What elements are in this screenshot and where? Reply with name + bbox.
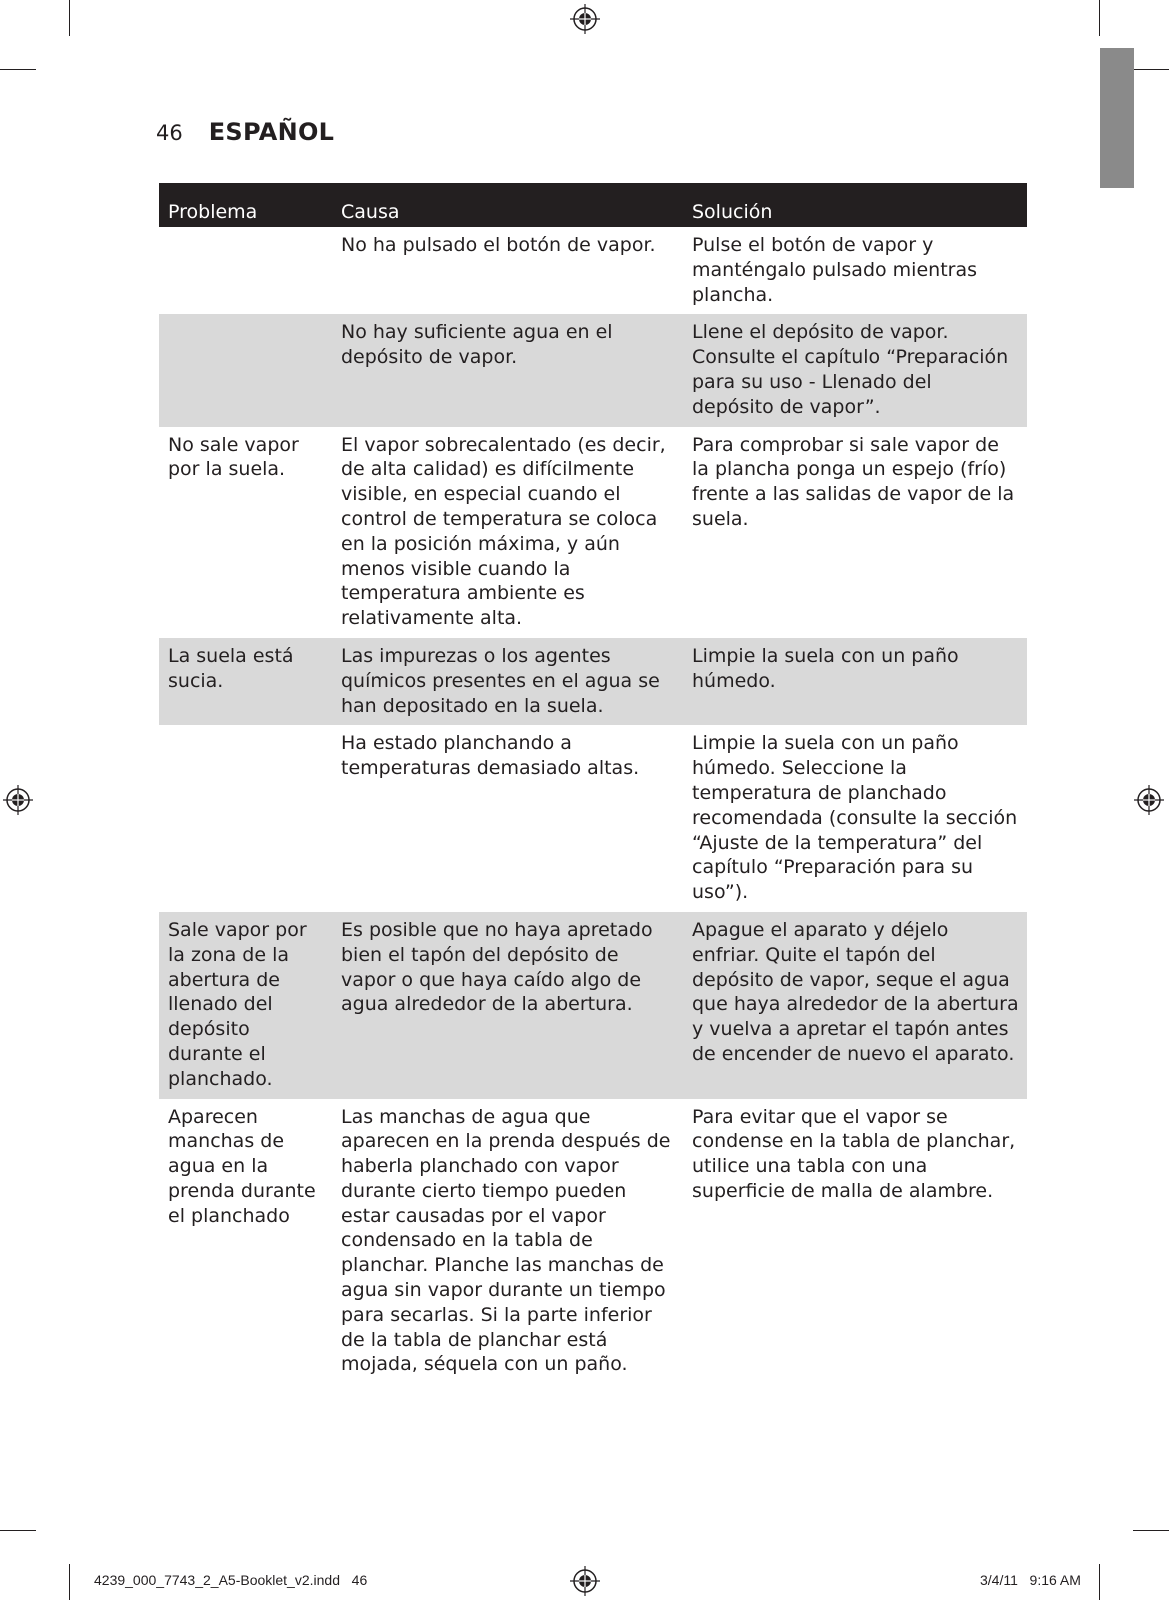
cause-cell: No hay suficiente agua en el depósito de vapor.: [341, 321, 613, 369]
page-number: 46: [156, 121, 183, 145]
troubleshooting-table: [159, 183, 1027, 1384]
crop-mark: [1133, 1530, 1169, 1531]
crop-mark: [0, 1530, 36, 1531]
registration-mark-icon: [570, 1566, 600, 1596]
cause-cell: No ha pulsado el botón de vapor.: [341, 234, 656, 256]
page-header: [156, 118, 334, 146]
problem-cell: [159, 227, 332, 314]
solution-cell: Para comprobar si sale vapor de la plancha ponga un espejo (frío) frente a las salidas de vapor de la suela.: [692, 433, 1015, 530]
table-row: [159, 725, 1027, 912]
table-row: [159, 638, 1027, 725]
problem-cell: No sale vapor por la suela.: [168, 433, 299, 481]
table-header-row: [159, 183, 1027, 227]
column-header-solution: Solución: [692, 200, 773, 223]
problem-cell: [159, 725, 332, 912]
solution-cell: Limpie la suela con un paño húmedo. Seleccione la temperatura de planchado recomendada (consulte la sección “Ajuste de la temperatura” del capítulo “Preparación para su uso”).: [692, 732, 1018, 904]
crop-mark: [69, 0, 70, 36]
table-row: [159, 912, 1027, 1099]
cause-cell: Es posible que no haya apretado bien el tapón del depósito de vapor o que haya caído algo de agua alrededor de la abertura.: [341, 918, 653, 1016]
solution-cell: Pulse el botón de vapor y manténgalo pulsado mientras plancha.: [692, 234, 977, 306]
cause-cell: Las manchas de agua que aparecen en la prenda después de haberla planchado con vapor durante cierto tiempo pueden estar causadas por el vapor condensado en la tabla de planchar. Planche las manchas de agua sin vapor durante un tiempo para secarlas. Si la parte inferior de la tabla de planchar está mojada, séquela con un paño.: [341, 1105, 671, 1376]
cause-cell: El vapor sobrecalentado (es decir, de alta calidad) es difícilmente visible, en especial cuando el control de temperatura se coloca en la posición máxima, y aún menos visible cuando la temperatura ambiente es relativamente alta.: [341, 433, 666, 630]
crop-mark: [1099, 1564, 1100, 1600]
crop-mark: [0, 69, 36, 70]
registration-mark-icon: [570, 4, 600, 34]
table-row: [159, 427, 1027, 638]
column-header-problem: Problema: [168, 200, 258, 223]
footer-date-time: 3/4/11 9:16 AM: [980, 1572, 1081, 1588]
problem-cell: Aparecen manchas de agua en la prenda durante el planchado: [168, 1105, 316, 1227]
crop-mark: [1099, 0, 1100, 36]
registration-mark-icon: [3, 785, 33, 815]
problem-cell: [159, 314, 332, 426]
solution-cell: Llene el depósito de vapor. Consulte el capítulo “Preparación para su uso - Llenado del depósito de vapor”.: [692, 321, 1009, 418]
crop-mark: [1133, 69, 1169, 70]
table-row: [159, 227, 1027, 314]
table-row: [159, 1099, 1027, 1385]
solution-cell: Apague el aparato y déjelo enfriar. Quite el tapón del depósito de vapor, seque el agua que haya alrededor de la abertura y vuelva a apretar el tapón antes de encender de nuevo el aparato.: [692, 918, 1019, 1065]
footer-file-name: 4239_000_7743_2_A5-Booklet_v2.indd 46: [94, 1572, 368, 1588]
column-header-cause: Causa: [341, 200, 400, 223]
language-side-tab: [1100, 48, 1134, 188]
cause-cell: Ha estado planchando a temperaturas demasiado altas.: [341, 732, 640, 780]
page-title: ESPAÑOL: [208, 118, 335, 146]
problem-cell: La suela está sucia.: [168, 644, 294, 692]
problem-cell: Sale vapor por la zona de la abertura de llenado del depósito durante el planchado.: [168, 918, 307, 1090]
registration-mark-icon: [1134, 785, 1164, 815]
table-row: [159, 314, 1027, 426]
crop-mark: [69, 1564, 70, 1600]
solution-cell: Para evitar que el vapor se condense en la tabla de planchar, utilice una tabla con una superficie de malla de alambre.: [692, 1105, 1016, 1202]
cause-cell: Las impurezas o los agentes químicos presentes en el agua se han depositado en la suela.: [341, 644, 660, 717]
solution-cell: Limpie la suela con un paño húmedo.: [692, 644, 959, 692]
